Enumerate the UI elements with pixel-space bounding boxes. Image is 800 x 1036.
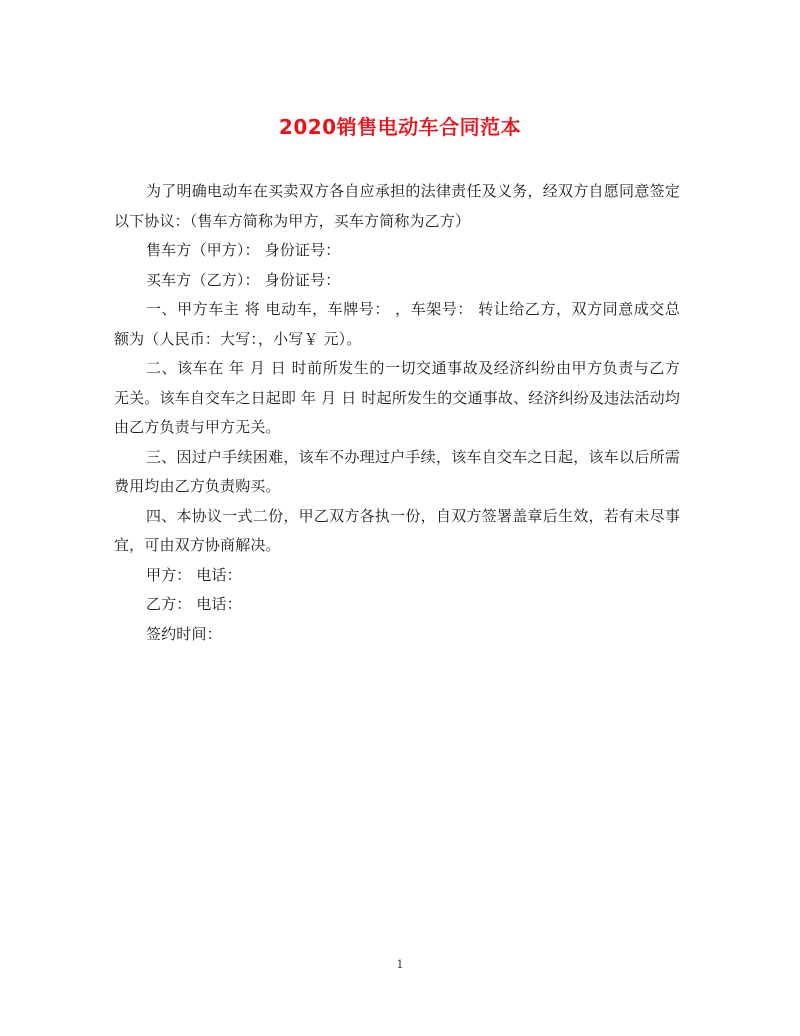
document-body <box>114 177 680 649</box>
clause-3: 三、因过户手续困难，该车不办理过户手续，该车自交车之日起，该车以后所需费用均由乙方负责购买。 <box>114 447 680 495</box>
party-b-signature-line: 乙方： 电话： <box>146 595 242 613</box>
buyer-line: 买车方（乙方）： 身份证号： <box>146 270 341 289</box>
intro-paragraph: 为了明确电动车在买卖双方各自应承担的法律责任及义务，经双方自愿同意签定以下协议：（售车方简称为甲方，买车方简称为乙方） <box>114 182 680 230</box>
clause-2: 二、该车在 年 月 日 时前所发生的一切交通事故及经济纠纷由甲方负责与乙方无关。该车自交车之日起即 年 月 日 时起所发生的交通事故、经济纠纷及违法活动均由乙方负责与甲方无关。 <box>114 359 680 436</box>
signing-date-line: 签约时间： <box>146 624 222 643</box>
clause-1: 一、甲方车主 将 电动车，车牌号： ，车架号： 转让给乙方，双方同意成交总额为（人民币：大写：，小写￥ 元）。 <box>114 300 680 348</box>
page-number: 1 <box>396 958 404 971</box>
party-a-signature-line: 甲方： 电话： <box>146 565 242 584</box>
page-title: 2020销售电动车合同范本 <box>278 115 522 139</box>
clause-4: 四、本协议一式二份，甲乙双方各执一份，自双方签署盖章后生效，若有未尽事宜，可由双方协商解决。 <box>114 506 680 554</box>
seller-line: 售车方（甲方）： 身份证号： <box>146 241 341 259</box>
